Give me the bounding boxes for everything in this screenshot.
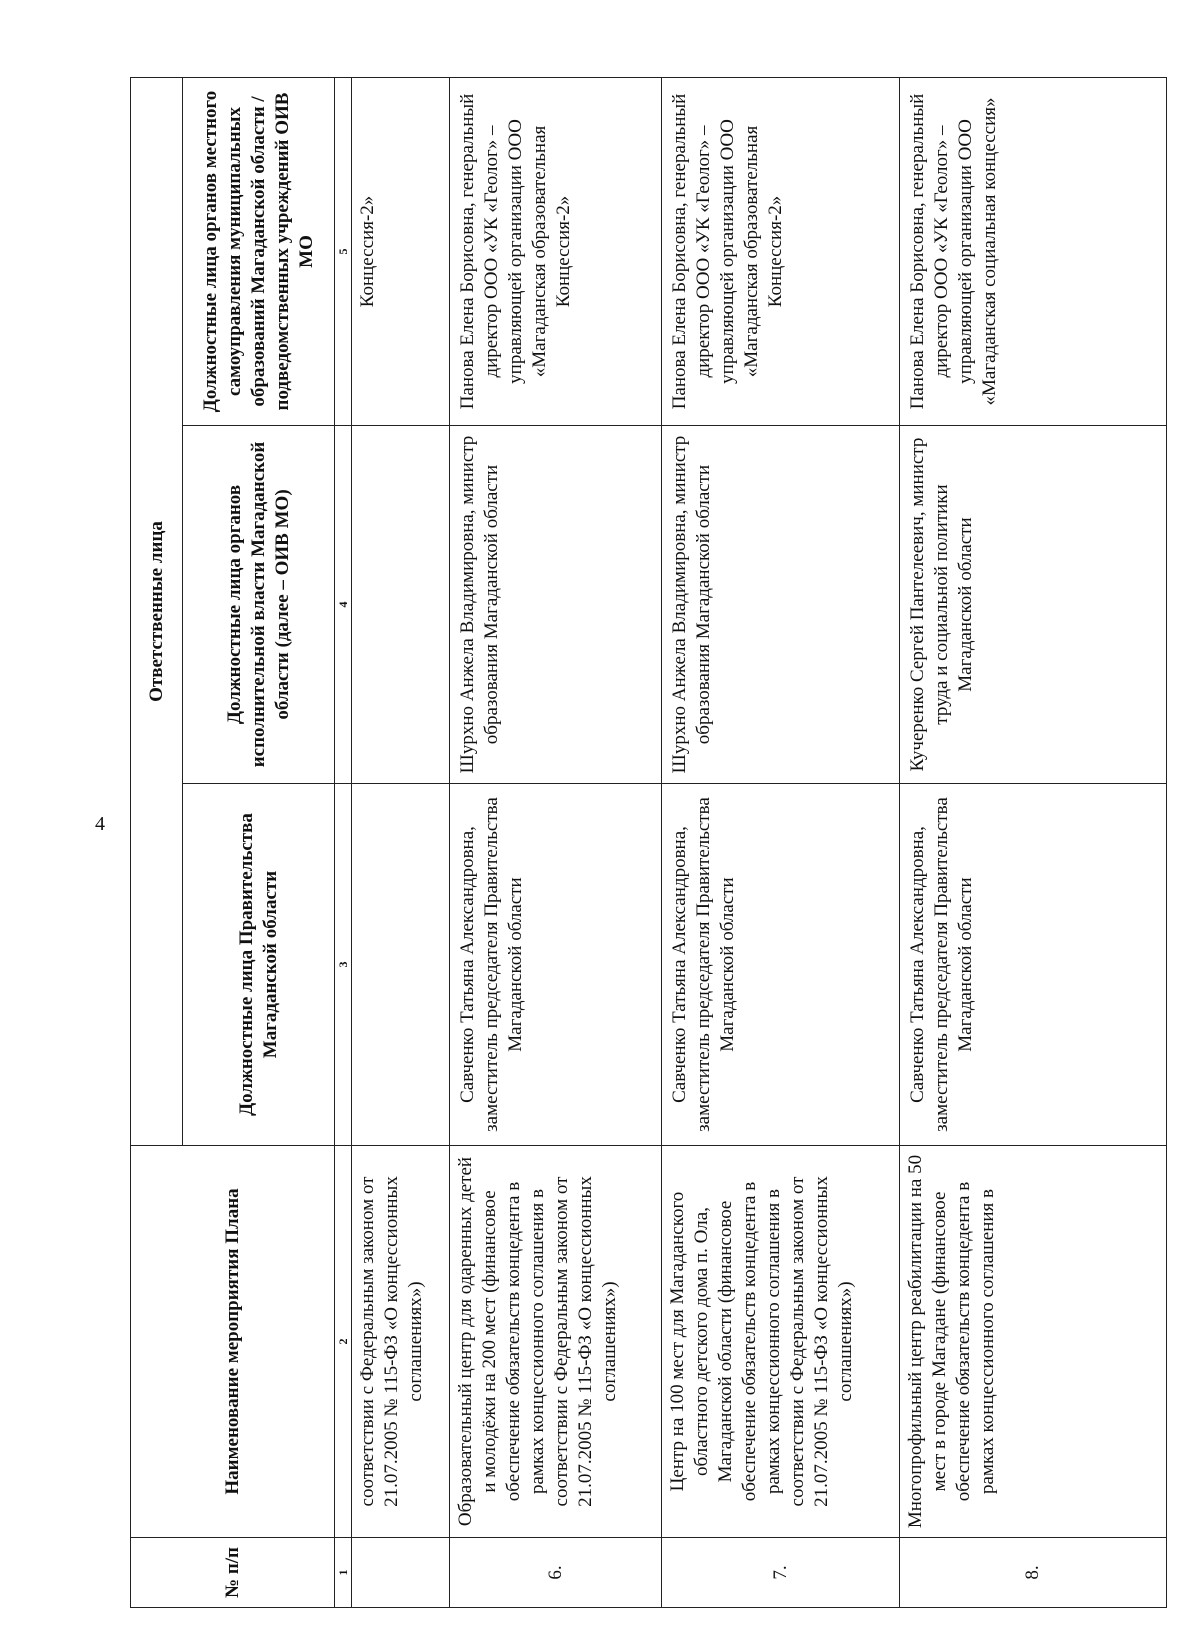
col-number: 4 (335, 426, 352, 784)
table-row (662, 77, 900, 1607)
row-number: 8. (900, 1538, 1167, 1608)
oiv-cell: Шурхно Анжела Владимировна, министр образования Магаданской области (662, 426, 900, 784)
gov-cell: Савченко Татьяна Александровна, заместитель председателя Правительства Магаданской области (662, 784, 900, 1146)
col-number: 2 (335, 1146, 352, 1538)
header-mun: Должностные лица органов местного самоуправления муниципальных образований Магаданской области / подведомственных учреждений ОИВ МО (183, 77, 335, 425)
row-number: 6. (450, 1538, 662, 1608)
oiv-cell: Кучеренко Сергей Пантелеевич, министр труда и социальной политики Магаданской области (900, 426, 1167, 784)
col-number: 5 (335, 77, 352, 425)
header-num: № п/п (131, 1538, 335, 1608)
table-row (900, 77, 1167, 1607)
page-number: 4 (95, 813, 105, 835)
col-number: 3 (335, 784, 352, 1146)
gov-cell: Савченко Татьяна Александровна, заместитель председателя Правительства Магаданской области (900, 784, 1167, 1146)
mun-cell: Панова Елена Борисовна, генеральный директор ООО «УК «Геолог» – управляющей организации ООО «Магаданская социальная концессия» (900, 77, 1167, 425)
event-cell: Многопрофильный центр реабилитации на 50 мест в городе Магадане (финансовое обеспечение обязательств концедента в рамках концессионного соглашения в (900, 1146, 1167, 1538)
gov-cell (352, 784, 450, 1146)
event-cell: соответствии с Федеральным законом от 21.07.2005 № 115-ФЗ «О концессионных соглашениях») (352, 1146, 450, 1538)
responsibility-table (130, 77, 1167, 1608)
header-oiv: Должностные лица органов исполнительной власти Магаданской области (далее – ОИВ МО) (183, 426, 335, 784)
header-responsible: Ответственные лица (131, 77, 183, 1145)
header-event: Наименование мероприятия Плана (131, 1146, 335, 1538)
oiv-cell: Шурхно Анжела Владимировна, министр образования Магаданской области (450, 426, 662, 784)
gov-cell: Савченко Татьяна Александровна, заместитель председателя Правительства Магаданской области (450, 784, 662, 1146)
mun-cell: Панова Елена Борисовна, генеральный директор ООО «УК «Геолог» – управляющей организации ООО «Магаданская образовательная Концессия-2» (662, 77, 900, 425)
event-cell: Центр на 100 мест для Магаданского областного детского дома п. Ола, Магаданской области (финансовое обеспечение обязательств концедента в рамках концессионного соглашения в соответствии с Федеральным законом от 21.07.2005 № 115-ФЗ «О концессионных соглашениях») (662, 1146, 900, 1538)
row-number (352, 1538, 450, 1608)
table-row (450, 77, 662, 1607)
table-row (352, 77, 450, 1607)
col-number: 1 (335, 1538, 352, 1608)
rotated-table-wrapper (130, 78, 1165, 1608)
mun-cell: Концессия-2» (352, 77, 450, 425)
header-gov: Должностные лица Правительства Магаданской области (183, 784, 335, 1146)
event-cell: Образовательный центр для одаренных детей и молодёжи на 200 мест (финансовое обеспечение обязательств концедента в рамках концессионного соглашения в соответствии с Федеральным законом от 21.07.2005 № 115-ФЗ «О концессионных соглашениях») (450, 1146, 662, 1538)
oiv-cell (352, 426, 450, 784)
row-number: 7. (662, 1538, 900, 1608)
mun-cell: Панова Елена Борисовна, генеральный директор ООО «УК «Геолог» – управляющей организации ООО «Магаданская образовательная Концессия-2» (450, 77, 662, 425)
